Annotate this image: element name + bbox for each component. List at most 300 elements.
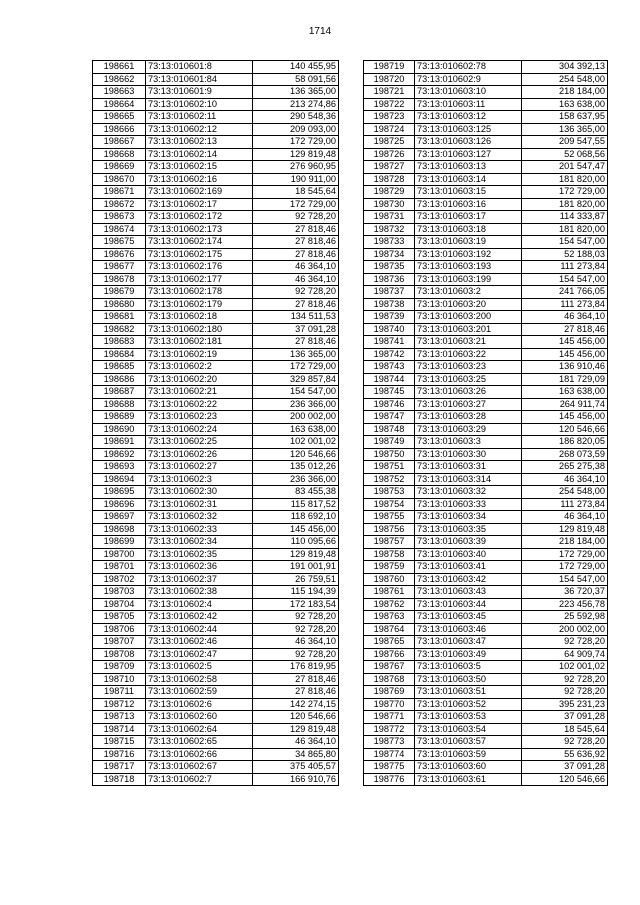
cadastral-number-cell: 73:13:010603:42: [415, 573, 522, 586]
record-number-cell: 198719: [364, 61, 415, 74]
cadastral-value-cell: 110 095,66: [253, 536, 339, 549]
record-number-cell: 198708: [93, 648, 146, 661]
table-row: [364, 148, 608, 161]
cadastral-number-cell: 73:13:010602:59: [146, 686, 253, 699]
cadastral-value-cell: 254 548,00: [522, 486, 608, 499]
table-row: [93, 473, 339, 486]
table-row: [364, 773, 608, 786]
cadastral-value-cell: 136 365,00: [253, 348, 339, 361]
table-row: [364, 523, 608, 536]
cadastral-number-cell: 73:13:010603:314: [415, 473, 522, 486]
cadastral-number-cell: 73:13:010603:51: [415, 686, 522, 699]
table-row: [93, 748, 339, 761]
table-row: [93, 648, 339, 661]
cadastral-number-cell: 73:13:010603:52: [415, 698, 522, 711]
table-row: [93, 486, 339, 499]
record-number-cell: 198716: [93, 748, 146, 761]
cadastral-value-cell: 395 231,23: [522, 698, 608, 711]
table-row: [364, 386, 608, 399]
record-number-cell: 198666: [93, 123, 146, 136]
cadastral-value-cell: 129 819,48: [522, 523, 608, 536]
table-row: [93, 548, 339, 561]
table-row: [364, 623, 608, 636]
cadastral-number-cell: 73:13:010603:200: [415, 311, 522, 324]
cadastral-number-cell: 73:13:010602:181: [146, 336, 253, 349]
record-number-cell: 198690: [93, 423, 146, 436]
cadastral-value-cell: 92 728,20: [253, 623, 339, 636]
cadastral-number-cell: 73:13:010602:174: [146, 236, 253, 249]
table-row: [364, 86, 608, 99]
cadastral-number-cell: 73:13:010603:12: [415, 111, 522, 124]
record-number-cell: 198760: [364, 573, 415, 586]
cadastral-number-cell: 73:13:010602:16: [146, 173, 253, 186]
record-number-cell: 198691: [93, 436, 146, 449]
cadastral-number-cell: 73:13:010603:45: [415, 611, 522, 624]
cadastral-value-cell: 134 511,53: [253, 311, 339, 324]
record-number-cell: 198703: [93, 586, 146, 599]
cadastral-number-cell: 73:13:010602:13: [146, 136, 253, 149]
cadastral-value-cell: 172 729,00: [253, 136, 339, 149]
cadastral-value-cell: 37 091,28: [522, 711, 608, 724]
cadastral-number-cell: 73:13:010602:20: [146, 373, 253, 386]
cadastral-value-cell: 120 546,66: [522, 423, 608, 436]
record-number-cell: 198702: [93, 573, 146, 586]
record-number-cell: 198684: [93, 348, 146, 361]
table-row: [364, 211, 608, 224]
table-row: [364, 636, 608, 649]
record-number-cell: 198755: [364, 511, 415, 524]
cadastral-value-cell: 181 820,00: [522, 173, 608, 186]
cadastral-value-cell: 145 456,00: [253, 523, 339, 536]
table-row: [93, 211, 339, 224]
cadastral-value-cell: 145 456,00: [522, 411, 608, 424]
record-number-cell: 198728: [364, 173, 415, 186]
table-row: [93, 73, 339, 86]
record-number-cell: 198661: [93, 61, 146, 74]
cadastral-number-cell: 73:13:010603:29: [415, 423, 522, 436]
cadastral-number-cell: 73:13:010602:66: [146, 748, 253, 761]
cadastral-value-cell: 186 820,05: [522, 436, 608, 449]
table-row: [93, 123, 339, 136]
cadastral-number-cell: 73:13:010602:6: [146, 698, 253, 711]
cadastral-value-cell: 209 547,55: [522, 136, 608, 149]
record-number-cell: 198712: [93, 698, 146, 711]
cadastral-number-cell: 73:13:010602:47: [146, 648, 253, 661]
cadastral-value-cell: 120 546,66: [253, 711, 339, 724]
cadastral-number-cell: 73:13:010602:180: [146, 323, 253, 336]
cadastral-value-cell: 223 456,78: [522, 598, 608, 611]
cadastral-number-cell: 73:13:010602:176: [146, 261, 253, 274]
record-number-cell: 198680: [93, 298, 146, 311]
cadastral-value-cell: 142 274,15: [253, 698, 339, 711]
record-number-cell: 198688: [93, 398, 146, 411]
table-row: [364, 661, 608, 674]
record-number-cell: 198672: [93, 198, 146, 211]
table-row: [93, 161, 339, 174]
table-row: [364, 361, 608, 374]
cadastral-value-cell: 209 093,00: [253, 123, 339, 136]
record-number-cell: 198721: [364, 86, 415, 99]
cadastral-number-cell: 73:13:010603:35: [415, 523, 522, 536]
record-number-cell: 198748: [364, 423, 415, 436]
cadastral-value-cell: 236 366,00: [253, 398, 339, 411]
cadastral-value-cell: 52 188,03: [522, 248, 608, 261]
table-row: [93, 636, 339, 649]
cadastral-value-cell: 27 818,46: [253, 236, 339, 249]
record-number-cell: 198715: [93, 736, 146, 749]
table-row: [364, 223, 608, 236]
cadastral-value-cell: 129 819,48: [253, 548, 339, 561]
cadastral-value-cell: 115 194,39: [253, 586, 339, 599]
cadastral-value-cell: 26 759,51: [253, 573, 339, 586]
table-row: [364, 198, 608, 211]
table-row: [93, 336, 339, 349]
table-row: [364, 423, 608, 436]
table-row: [93, 736, 339, 749]
cadastral-value-cell: 254 548,00: [522, 73, 608, 86]
cadastral-number-cell: 73:13:010603:18: [415, 223, 522, 236]
record-number-cell: 198671: [93, 186, 146, 199]
table-row: [93, 573, 339, 586]
table-row: [93, 673, 339, 686]
cadastral-number-cell: 73:13:010602:64: [146, 723, 253, 736]
record-number-cell: 198762: [364, 598, 415, 611]
table-row: [93, 236, 339, 249]
cadastral-value-cell: 172 729,00: [522, 548, 608, 561]
table-row: [364, 136, 608, 149]
cadastral-number-cell: 73:13:010603:61: [415, 773, 522, 786]
cadastral-value-cell: 55 636,92: [522, 748, 608, 761]
cadastral-number-cell: 73:13:010603:43: [415, 586, 522, 599]
cadastral-number-cell: 73:13:010601:9: [146, 86, 253, 99]
table-row: [93, 361, 339, 374]
cadastral-value-cell: 27 818,46: [253, 248, 339, 261]
record-number-cell: 198710: [93, 673, 146, 686]
cadastral-value-cell: 145 456,00: [522, 336, 608, 349]
cadastral-value-cell: 46 364,10: [253, 636, 339, 649]
table-row: [93, 348, 339, 361]
table-row: [93, 111, 339, 124]
cadastral-value-cell: 154 547,00: [522, 273, 608, 286]
record-number-cell: 198695: [93, 486, 146, 499]
table-row: [364, 573, 608, 586]
cadastral-number-cell: 73:13:010602:26: [146, 448, 253, 461]
cadastral-number-cell: 73:13:010603:14: [415, 173, 522, 186]
cadastral-number-cell: 73:13:010602:173: [146, 223, 253, 236]
table-row: [364, 461, 608, 474]
record-number-cell: 198749: [364, 436, 415, 449]
cadastral-value-cell: 46 364,10: [522, 473, 608, 486]
cadastral-value-cell: 268 073,59: [522, 448, 608, 461]
cadastral-value-cell: 190 911,00: [253, 173, 339, 186]
record-number-cell: 198729: [364, 186, 415, 199]
cadastral-value-cell: 46 364,10: [253, 261, 339, 274]
record-number-cell: 198686: [93, 373, 146, 386]
table-row: [364, 286, 608, 299]
cadastral-value-cell: 241 766,05: [522, 286, 608, 299]
record-number-cell: 198766: [364, 648, 415, 661]
table-row: [93, 523, 339, 536]
cadastral-value-cell: 200 002,00: [253, 411, 339, 424]
record-number-cell: 198706: [93, 623, 146, 636]
cadastral-value-cell: 111 273,84: [522, 298, 608, 311]
cadastral-value-cell: 176 819,95: [253, 661, 339, 674]
table-row: [364, 698, 608, 711]
record-number-cell: 198731: [364, 211, 415, 224]
cadastral-number-cell: 73:13:010603:27: [415, 398, 522, 411]
cadastral-value-cell: 166 910,76: [253, 773, 339, 786]
table-row: [364, 373, 608, 386]
cadastral-number-cell: 73:13:010603:17: [415, 211, 522, 224]
record-number-cell: 198663: [93, 86, 146, 99]
record-number-cell: 198667: [93, 136, 146, 149]
table-row: [93, 411, 339, 424]
record-number-cell: 198761: [364, 586, 415, 599]
table-row: [364, 498, 608, 511]
cadastral-value-cell: 92 728,20: [522, 673, 608, 686]
cadastral-number-cell: 73:13:010603:23: [415, 361, 522, 374]
cadastral-value-cell: 37 091,28: [522, 761, 608, 774]
table-row: [93, 386, 339, 399]
cadastral-number-cell: 73:13:010602:3: [146, 473, 253, 486]
table-row: [93, 311, 339, 324]
table-row: [93, 536, 339, 549]
cadastral-value-cell: 276 960,95: [253, 161, 339, 174]
cadastral-number-cell: 73:13:010601:84: [146, 73, 253, 86]
record-number-cell: 198738: [364, 298, 415, 311]
cadastral-value-cell: 200 002,00: [522, 623, 608, 636]
cadastral-value-cell: 25 592,98: [522, 611, 608, 624]
record-number-cell: 198732: [364, 223, 415, 236]
record-number-cell: 198692: [93, 448, 146, 461]
cadastral-number-cell: 73:13:010603:13: [415, 161, 522, 174]
cadastral-number-cell: 73:13:010602:65: [146, 736, 253, 749]
cadastral-number-cell: 73:13:010603:39: [415, 536, 522, 549]
cadastral-value-cell: 163 638,00: [253, 423, 339, 436]
cadastral-number-cell: 73:13:010601:8: [146, 61, 253, 74]
cadastral-value-cell: 218 184,00: [522, 86, 608, 99]
cadastral-number-cell: 73:13:010602:44: [146, 623, 253, 636]
registry-table-right: [363, 60, 608, 786]
record-number-cell: 198769: [364, 686, 415, 699]
table-row: [364, 536, 608, 549]
cadastral-value-cell: 18 545,64: [253, 186, 339, 199]
table-row: [364, 173, 608, 186]
record-number-cell: 198676: [93, 248, 146, 261]
table-row: [364, 73, 608, 86]
cadastral-value-cell: 27 818,46: [253, 673, 339, 686]
record-number-cell: 198675: [93, 236, 146, 249]
cadastral-number-cell: 73:13:010602:58: [146, 673, 253, 686]
record-number-cell: 198771: [364, 711, 415, 724]
record-number-cell: 198773: [364, 736, 415, 749]
cadastral-value-cell: 136 910,46: [522, 361, 608, 374]
cadastral-number-cell: 73:13:010602:37: [146, 573, 253, 586]
cadastral-value-cell: 83 455,38: [253, 486, 339, 499]
cadastral-number-cell: 73:13:010602:9: [415, 73, 522, 86]
record-number-cell: 198705: [93, 611, 146, 624]
table-row: [93, 698, 339, 711]
cadastral-value-cell: 27 818,46: [253, 336, 339, 349]
cadastral-number-cell: 73:13:010602:35: [146, 548, 253, 561]
record-number-cell: 198674: [93, 223, 146, 236]
table-row: [93, 561, 339, 574]
table-row: [93, 461, 339, 474]
record-number-cell: 198768: [364, 673, 415, 686]
record-number-cell: 198757: [364, 536, 415, 549]
cadastral-number-cell: 73:13:010603:46: [415, 623, 522, 636]
cadastral-number-cell: 73:13:010602:14: [146, 148, 253, 161]
cadastral-number-cell: 73:13:010603:11: [415, 98, 522, 111]
record-number-cell: 198770: [364, 698, 415, 711]
record-number-cell: 198711: [93, 686, 146, 699]
cadastral-number-cell: 73:13:010602:22: [146, 398, 253, 411]
cadastral-value-cell: 181 820,00: [522, 223, 608, 236]
cadastral-value-cell: 37 091,28: [253, 323, 339, 336]
cadastral-value-cell: 264 911,74: [522, 398, 608, 411]
record-number-cell: 198756: [364, 523, 415, 536]
cadastral-number-cell: 73:13:010602:32: [146, 511, 253, 524]
record-number-cell: 198767: [364, 661, 415, 674]
table-row: [364, 61, 608, 74]
record-number-cell: 198745: [364, 386, 415, 399]
cadastral-number-cell: 73:13:010602:25: [146, 436, 253, 449]
record-number-cell: 198718: [93, 773, 146, 786]
record-number-cell: 198726: [364, 148, 415, 161]
cadastral-number-cell: 73:13:010603:53: [415, 711, 522, 724]
table-row: [364, 736, 608, 749]
cadastral-value-cell: 111 273,84: [522, 261, 608, 274]
table-row: [364, 123, 608, 136]
record-number-cell: 198722: [364, 98, 415, 111]
cadastral-number-cell: 73:13:010602:21: [146, 386, 253, 399]
cadastral-number-cell: 73:13:010603:28: [415, 411, 522, 424]
cadastral-value-cell: 172 729,00: [253, 198, 339, 211]
record-number-cell: 198763: [364, 611, 415, 624]
table-row: [93, 511, 339, 524]
cadastral-number-cell: 73:13:010602:36: [146, 561, 253, 574]
cadastral-number-cell: 73:13:010602:7: [146, 773, 253, 786]
table-row: [93, 611, 339, 624]
cadastral-value-cell: 163 638,00: [522, 386, 608, 399]
record-number-cell: 198742: [364, 348, 415, 361]
cadastral-value-cell: 136 365,00: [522, 123, 608, 136]
cadastral-number-cell: 73:13:010603:3: [415, 436, 522, 449]
record-number-cell: 198685: [93, 361, 146, 374]
cadastral-number-cell: 73:13:010602:31: [146, 498, 253, 511]
cadastral-value-cell: 172 729,00: [253, 361, 339, 374]
record-number-cell: 198689: [93, 411, 146, 424]
cadastral-number-cell: 73:13:010602:60: [146, 711, 253, 724]
record-number-cell: 198735: [364, 261, 415, 274]
cadastral-number-cell: 73:13:010602:23: [146, 411, 253, 424]
table-row: [364, 161, 608, 174]
cadastral-value-cell: 92 728,20: [522, 686, 608, 699]
table-row: [364, 711, 608, 724]
cadastral-value-cell: 158 637,95: [522, 111, 608, 124]
cadastral-value-cell: 154 547,00: [522, 236, 608, 249]
table-row: [93, 298, 339, 311]
cadastral-value-cell: 46 364,10: [253, 273, 339, 286]
cadastral-number-cell: 73:13:010602:4: [146, 598, 253, 611]
cadastral-number-cell: 73:13:010603:50: [415, 673, 522, 686]
cadastral-value-cell: 92 728,20: [522, 636, 608, 649]
table-row: [93, 423, 339, 436]
table-row: [364, 348, 608, 361]
cadastral-value-cell: 27 818,46: [522, 323, 608, 336]
table-row: [364, 248, 608, 261]
cadastral-number-cell: 73:13:010602:169: [146, 186, 253, 199]
table-row: [364, 436, 608, 449]
table-row: [93, 86, 339, 99]
record-number-cell: 198699: [93, 536, 146, 549]
cadastral-number-cell: 73:13:010603:44: [415, 598, 522, 611]
cadastral-number-cell: 73:13:010603:60: [415, 761, 522, 774]
table-row: [364, 686, 608, 699]
table-row: [364, 561, 608, 574]
table-row: [93, 373, 339, 386]
table-row: [364, 186, 608, 199]
record-number-cell: 198682: [93, 323, 146, 336]
table-row: [93, 98, 339, 111]
cadastral-value-cell: 172 729,00: [522, 561, 608, 574]
cadastral-value-cell: 92 728,20: [253, 611, 339, 624]
table-row: [93, 761, 339, 774]
record-number-cell: 198696: [93, 498, 146, 511]
record-number-cell: 198725: [364, 136, 415, 149]
table-row: [93, 261, 339, 274]
cadastral-number-cell: 73:13:010602:67: [146, 761, 253, 774]
table-row: [364, 273, 608, 286]
table-row: [93, 586, 339, 599]
cadastral-number-cell: 73:13:010603:15: [415, 186, 522, 199]
record-number-cell: 198709: [93, 661, 146, 674]
table-row: [93, 286, 339, 299]
table-row: [93, 598, 339, 611]
cadastral-value-cell: 92 728,20: [253, 211, 339, 224]
record-number-cell: 198677: [93, 261, 146, 274]
cadastral-value-cell: 154 547,00: [253, 386, 339, 399]
cadastral-value-cell: 290 548,36: [253, 111, 339, 124]
table-row: [93, 61, 339, 74]
cadastral-value-cell: 375 405,57: [253, 761, 339, 774]
table-row: [364, 323, 608, 336]
registry-table-left: [92, 60, 339, 786]
record-number-cell: 198665: [93, 111, 146, 124]
record-number-cell: 198704: [93, 598, 146, 611]
cadastral-number-cell: 73:13:010602:30: [146, 486, 253, 499]
cadastral-number-cell: 73:13:010603:31: [415, 461, 522, 474]
table-row: [364, 486, 608, 499]
table-row: [364, 448, 608, 461]
cadastral-value-cell: 46 364,10: [253, 736, 339, 749]
cadastral-value-cell: 181 820,00: [522, 198, 608, 211]
record-number-cell: 198758: [364, 548, 415, 561]
cadastral-value-cell: 236 366,00: [253, 473, 339, 486]
cadastral-value-cell: 145 456,00: [522, 348, 608, 361]
cadastral-value-cell: 27 818,46: [253, 298, 339, 311]
cadastral-value-cell: 163 638,00: [522, 98, 608, 111]
table-row: [364, 261, 608, 274]
cadastral-number-cell: 73:13:010602:2: [146, 361, 253, 374]
cadastral-number-cell: 73:13:010602:38: [146, 586, 253, 599]
cadastral-value-cell: 114 333,87: [522, 211, 608, 224]
table-row: [364, 336, 608, 349]
cadastral-value-cell: 191 001,91: [253, 561, 339, 574]
cadastral-value-cell: 136 365,00: [253, 86, 339, 99]
record-number-cell: 198751: [364, 461, 415, 474]
cadastral-number-cell: 73:13:010603:40: [415, 548, 522, 561]
